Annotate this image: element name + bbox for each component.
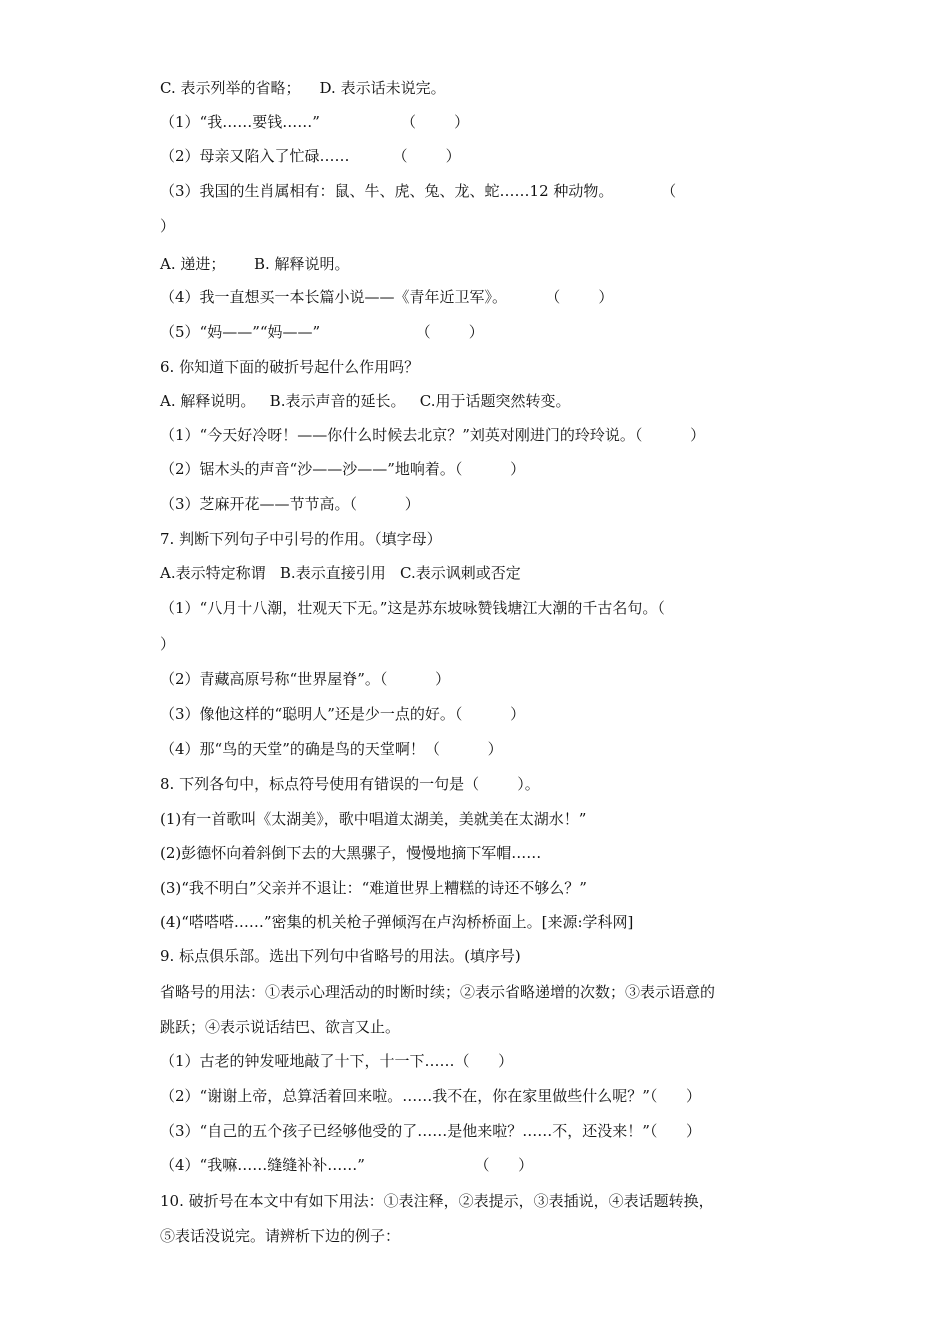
text-line: （2）青藏高原号称“世界屋脊”。（ ） (160, 670, 451, 688)
text-line: (4)“嗒嗒嗒……”密集的机关枪子弹倾泻在卢沟桥桥面上。[来源:学科网] (160, 913, 634, 931)
text-line: （1）“我……要钱……” （ ） (160, 113, 470, 131)
text-line: （2）“谢谢上帝，总算活着回来啦。……我不在，你在家里做些什么呢？”（ ） (160, 1087, 701, 1105)
text-line: （1）古老的钟发哑地敲了十下，十一下……（ ） (160, 1052, 514, 1070)
question-heading: 8. 下列各句中，标点符号使用有错误的一句是（ ）。 (160, 775, 540, 793)
question-heading: 7. 判断下列句子中引号的作用。（填字母） (160, 530, 442, 548)
text-line: （1）“八月十八潮，壮观天下无。”这是苏东坡咏赞钱塘江大潮的千古名句。（ (160, 599, 665, 617)
text-line: ） (160, 635, 176, 653)
text-line: （3）我国的生肖属相有：鼠、牛、虎、兔、龙、蛇……12 种动物。 （ (160, 182, 677, 200)
question-heading: 6. 你知道下面的破折号起什么作用吗？ (160, 358, 420, 376)
text-line: (2)彭德怀向着斜倒下去的大黑骡子，慢慢地摘下军帽…… (160, 844, 542, 862)
text-line: （1）“今天好冷呀！——你什么时候去北京？”刘英对刚进门的玲玲说。（ ） (160, 426, 706, 444)
text-line: （2）母亲又陷入了忙碌…… （ ） (160, 147, 461, 165)
text-line: C. 表示列举的省略； D. 表示话未说完。 (160, 79, 446, 97)
text-line: （2）锯木头的声音“沙——沙——”地响着。（ ） (160, 460, 526, 478)
text-line: 跳跃；④表示说话结巴、欲言又止。 (160, 1018, 401, 1036)
text-line: 省略号的用法：①表示心理活动的时断时续；②表示省略递增的次数；③表示语意的 (160, 983, 716, 1001)
text-line: A. 解释说明。 B.表示声音的延长。 C.用于话题突然转变。 (160, 392, 571, 410)
text-line: （3）像他这样的“聪明人”还是少一点的好。（ ） (160, 705, 526, 723)
text-line: （3）芝麻开花——节节高。（ ） (160, 495, 420, 513)
text-line: （4）我一直想买一本长篇小说——《青年近卫军》。 （ ） (160, 288, 614, 306)
text-line: ） (160, 217, 176, 235)
text-line: A. 递进； B. 解释说明。 (160, 255, 350, 273)
text-line: ⑤表话没说完。请辨析下边的例子： (160, 1227, 401, 1245)
text-line: （5）“妈——”“妈——” （ ） (160, 323, 484, 341)
text-line: A.表示特定称谓 B.表示直接引用 C.表示讽刺或否定 (160, 564, 521, 582)
question-heading: 10. 破折号在本文中有如下用法：①表注释，②表提示，③表插说，④表话题转换， (160, 1192, 714, 1210)
text-line: (1)有一首歌叫《太湖美》，歌中唱道太湖美，美就美在太湖水！” (160, 810, 587, 828)
text-line: （4）“我嘛……缝缝补补……” （ ） (160, 1156, 534, 1174)
text-line: （3）“自己的五个孩子已经够他受的了……是他来啦？……不，还没来！”（ ） (160, 1122, 701, 1140)
question-heading: 9. 标点俱乐部。选出下列句中省略号的用法。(填序号) (160, 947, 521, 965)
text-line: （4）那“鸟的天堂”的确是鸟的天堂啊！（ ） (160, 740, 503, 758)
text-line: (3)“我不明白”父亲并不退让：“难道世界上糟糕的诗还不够么？” (160, 879, 587, 897)
